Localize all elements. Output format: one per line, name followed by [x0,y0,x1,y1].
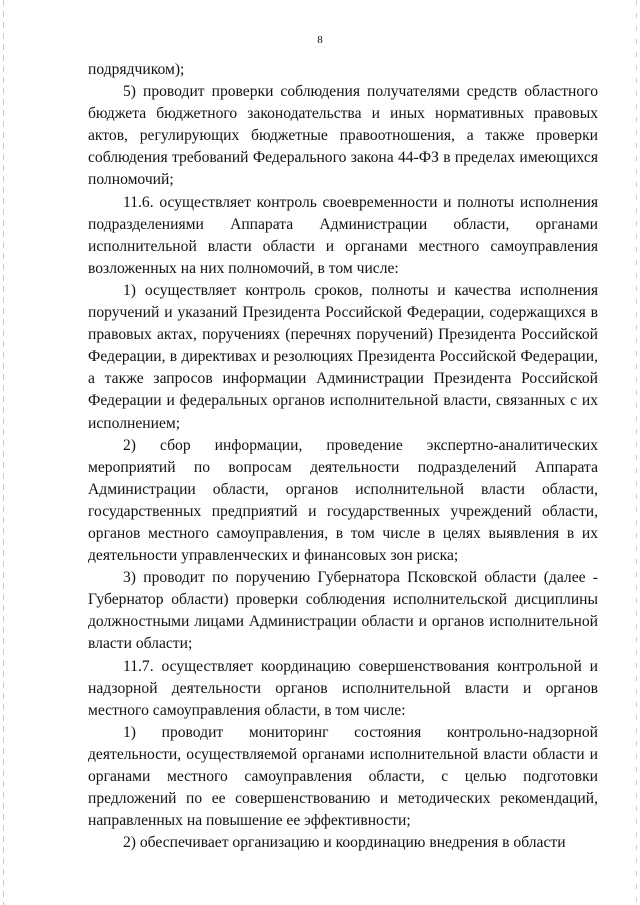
scan-edge-left [3,0,4,905]
paragraph-item-2: 2) сбор информации, проведение экспертно-аналитических мероприятий по вопросам деятельности подразделений Аппарата Администрации области, органов исполнительной власти области, государственных предприятий и государственных учреждений области, органов местного самоуправления, в том числе в целях выявления в их деятельности управленческих и финансовых зон риска; [88,436,598,565]
paragraph-item-5: 5) проводит проверки соблюдения получателями средств областного бюджета бюджетного законодательства и иных нормативных правовых актов, регулирующих бюджетные правоотношения, а также проверки соблюдения требований Федерального закона 44-ФЗ в пределах имеющихся полномочий; [88,83,598,189]
paragraph-continuation: подрядчиком); [88,61,185,78]
paragraph-item-2-coordination: 2) обеспечивает организацию и координацию внедрения в области [123,834,566,852]
paragraph-item-1: 1) осуществляет контроль сроков, полноты и качества исполнения поручений и указаний Президента Российской Федерации, содержащихся в правовых актах, поручениях (перечнях поручений) Президента Российской Федерации, в директивах и резолюциях Президента Российской Федерации, а также запросов информации Администрации Президента Российской Федерации и федеральных органов исполнительной власти, связанных с их исполнением; [88,281,598,432]
document-body [88,59,598,854]
paragraph-section-11-7: 11.7. осуществляет координацию совершенствования контрольной и надзорной деятельности органов исполнительной власти и органов местного самоуправления области, в том числе: [88,657,598,719]
paragraph-item-3: 3) проводит по поручению Губернатора Псковской области (далее - Губернатор области) проверки соблюдения исполнительской дисциплины должностными лицами Администрации области и органов исполнительной власти области; [88,569,598,653]
paragraph-item-1-monitoring: 1) проводит мониторинг состояния контрольно-надзорной деятельности, осуществляемой органами исполнительной власти области и органами местного самоуправления области, с целью подготовки предложений по ее совершенствованию и методических рекомендаций, направленных на повышение ее эффективности; [88,723,598,830]
scan-edge-right [636,0,637,905]
paragraph-section-11-6: 11.6. осуществляет контроль своевременности и полноты исполнения подразделениями Аппарата Администрации области, органами исполнительной власти области и органами местного самоуправления возложенных на них полномочий, в том числе: [88,193,598,277]
page-number: 8 [317,34,323,46]
